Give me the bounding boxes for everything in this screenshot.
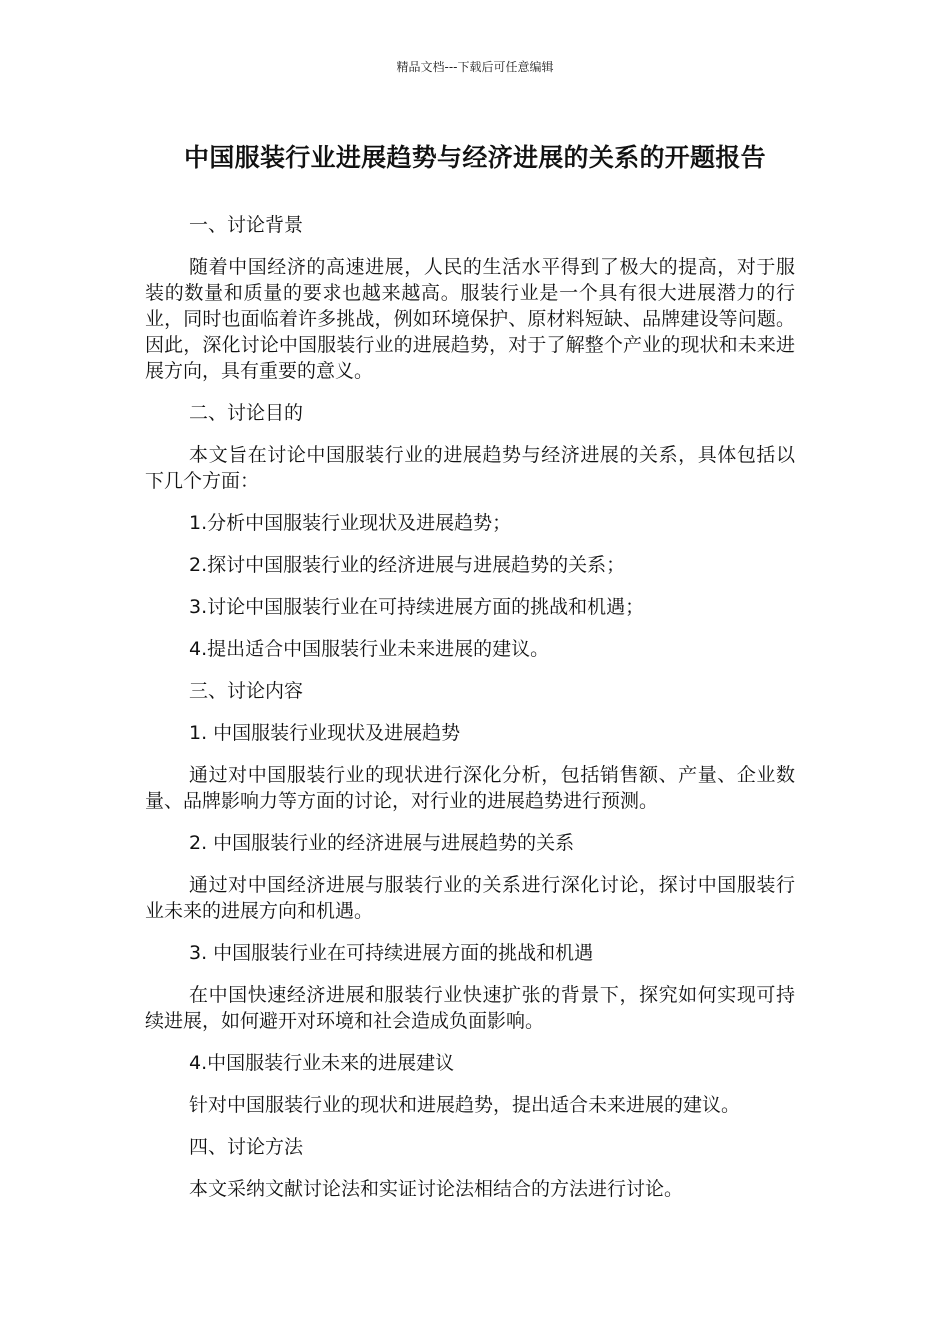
section-heading-background: 一、讨论背景 xyxy=(189,214,304,236)
content-paragraph-2: 通过对中国经济进展与服装行业的关系进行深化讨论，探讨中国服装行业未来的进展方向和机遇。 xyxy=(145,874,795,922)
paragraph-purpose: 本文旨在讨论中国服装行业的进展趋势与经济进展的关系，具体包括以下几个方面： xyxy=(145,444,795,492)
page-header-watermark: 精品文档---下载后可任意编辑 xyxy=(396,60,554,74)
content-subheading-2: 2. 中国服装行业的经济进展与进展趋势的关系 xyxy=(189,832,575,854)
purpose-item-3: 3.讨论中国服装行业在可持续进展方面的挑战和机遇； xyxy=(189,596,645,618)
content-subheading-3: 3. 中国服装行业在可持续进展方面的挑战和机遇 xyxy=(189,942,594,964)
paragraph-background: 随着中国经济的高速进展，人民的生活水平得到了极大的提高，对于服装的数量和质量的要求也越来越高。服装行业是一个具有很大进展潜力的行业，同时也面临着许多挑战，例如环境保护、原材料短缺、品牌建设等问题。因此，深化讨论中国服装行业的进展趋势，对于了解整个产业的现状和未来进展方向，具有重要的意义。 xyxy=(145,256,795,382)
document-body xyxy=(145,212,795,1218)
document-title: 中国服装行业进展趋势与经济进展的关系的开题报告 xyxy=(184,143,766,172)
content-paragraph-1: 通过对中国服装行业的现状进行深化分析，包括销售额、产量、企业数量、品牌影响力等方面的讨论，对行业的进展趋势进行预测。 xyxy=(145,764,795,812)
content-paragraph-3: 在中国快速经济进展和服装行业快速扩张的背景下，探究如何实现可持续进展，如何避开对环境和社会造成负面影响。 xyxy=(145,984,795,1032)
section-heading-content: 三、讨论内容 xyxy=(189,680,304,702)
paragraph-method: 本文采纳文献讨论法和实证讨论法相结合的方法进行讨论。 xyxy=(189,1178,684,1200)
purpose-item-4: 4.提出适合中国服装行业未来进展的建议。 xyxy=(189,638,550,660)
purpose-item-2: 2.探讨中国服装行业的经济进展与进展趋势的关系； xyxy=(189,554,626,576)
section-heading-purpose: 二、讨论目的 xyxy=(189,402,304,424)
content-subheading-1: 1. 中国服装行业现状及进展趋势 xyxy=(189,722,461,744)
section-heading-method: 四、讨论方法 xyxy=(189,1136,304,1158)
content-paragraph-4: 针对中国服装行业的现状和进展趋势，提出适合未来进展的建议。 xyxy=(189,1094,741,1116)
content-subheading-4: 4.中国服装行业未来的进展建议 xyxy=(189,1052,455,1074)
purpose-item-1: 1.分析中国服装行业现状及进展趋势； xyxy=(189,512,512,534)
